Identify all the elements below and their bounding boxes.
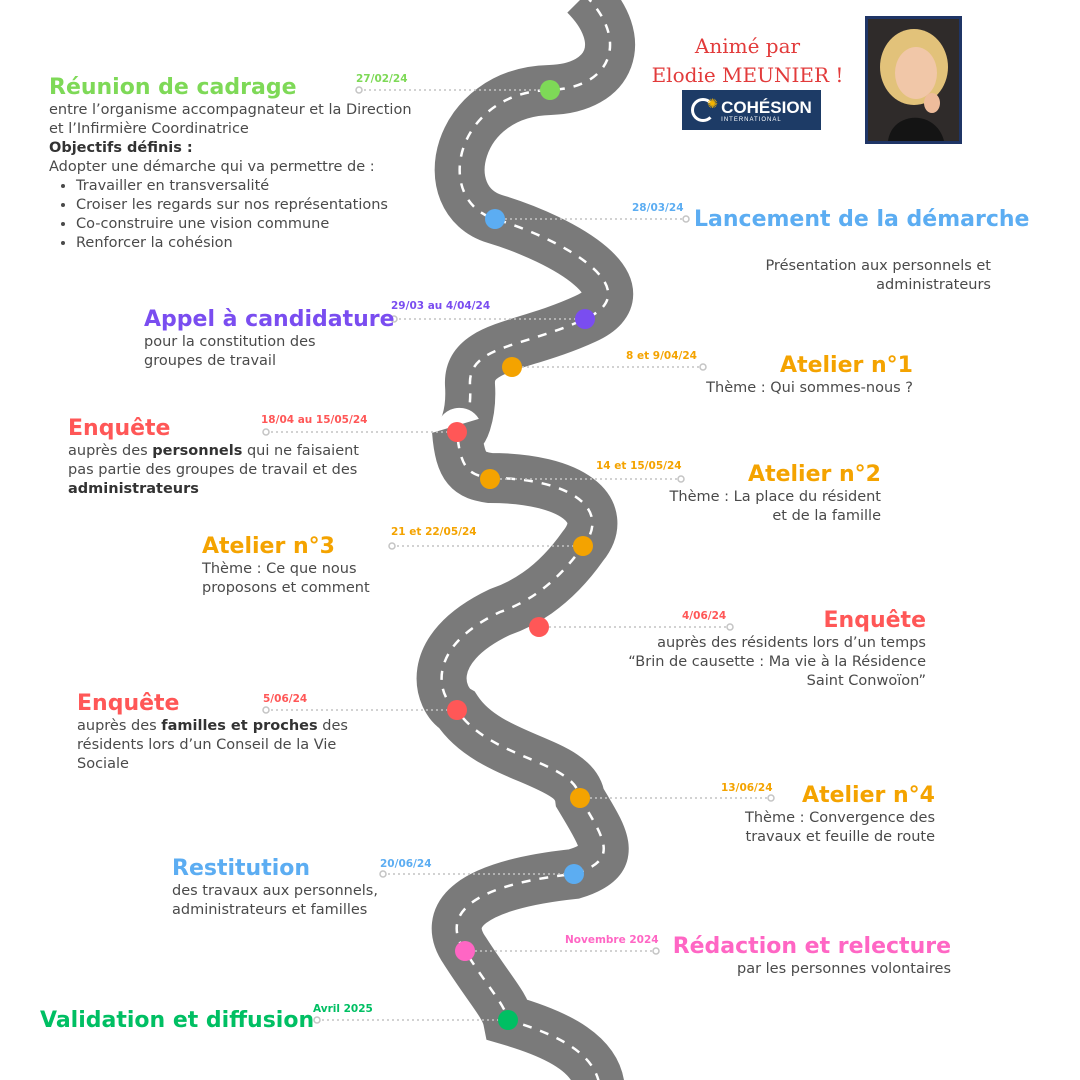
connector-end-lancement	[683, 216, 689, 222]
logo-c-mark	[691, 97, 719, 122]
date-reunion: 27/02/24	[356, 73, 408, 85]
facilitator-block	[640, 32, 855, 90]
objective-item: • Travailler en transversalité	[76, 177, 412, 196]
milestone-dot-atelier1	[502, 357, 522, 377]
event-desc-line: pour la constitution des	[144, 334, 316, 350]
date-atelier4: 13/06/24	[721, 782, 773, 794]
event-lancement	[765, 257, 991, 295]
event-desc-line: administrateurs	[68, 481, 199, 497]
event-desc-line: des travaux aux personnels,	[172, 883, 378, 899]
event-title-enquete1: Enquête	[68, 416, 171, 441]
event-desc-line: par les personnes volontaires	[736, 961, 951, 977]
event-desc-line	[68, 442, 359, 461]
event-atelier3	[202, 534, 370, 598]
event-desc-line: administrateurs et familles	[172, 902, 368, 918]
event-desc-line: pas partie des groupes de travail et des	[68, 462, 358, 478]
event-title-redaction: Rédaction et relecture	[672, 934, 951, 959]
milestone-dot-atelier3	[573, 536, 593, 556]
desc-text: auprès des	[68, 443, 153, 459]
date-validation: Avril 2025	[313, 1003, 373, 1015]
portrait-photo	[868, 19, 959, 141]
connector-end-redaction	[653, 948, 659, 954]
facilitator-photo	[865, 16, 962, 144]
event-enquete2	[628, 608, 926, 691]
objectives-label: Objectifs définis :	[49, 140, 193, 156]
event-enquete1	[68, 416, 359, 499]
objective-item: • Renforcer la cohésion	[76, 234, 412, 253]
milestone-dot-atelier2	[480, 469, 500, 489]
connector-end-validation	[314, 1017, 320, 1023]
event-desc-line: entre l’organisme accompagnateur et la Direction	[49, 102, 412, 118]
milestone-dot-redaction	[455, 941, 475, 961]
event-desc-line: Thème : Ce que nous	[202, 561, 357, 577]
milestone-dot-enquete2	[529, 617, 549, 637]
date-atelier3: 21 et 22/05/24	[391, 526, 477, 538]
milestone-dot-appel	[575, 309, 595, 329]
milestone-dot-enquete1	[447, 422, 467, 442]
event-title-validation: Validation et diffusion	[40, 1008, 315, 1033]
date-enquete3: 5/06/24	[263, 693, 308, 705]
event-desc-line: Présentation aux personnels et	[765, 258, 991, 274]
event-title-reunion: Réunion de cadrage	[49, 75, 297, 100]
facilitator-intro: Animé par	[694, 34, 801, 58]
event-desc-line: “Brin de causette : Ma vie à la Résidence	[628, 654, 926, 670]
objectives-list	[49, 177, 412, 253]
logo-name: COHÉSION	[721, 97, 812, 117]
event-atelier1	[706, 353, 913, 398]
event-title-lancement: Lancement de la démarche	[694, 207, 1030, 232]
objectives-intro: Adopter une démarche qui va permettre de :	[49, 159, 375, 175]
sun-icon: ✺	[707, 97, 719, 112]
facilitator-name: Elodie MEUNIER !	[651, 63, 844, 87]
event-desc-line: travaux et feuille de route	[745, 829, 935, 845]
desc-text: qui ne faisaient	[242, 443, 359, 459]
connector-end-atelier1	[700, 364, 706, 370]
event-title-atelier2: Atelier n°2	[748, 462, 881, 487]
event-restitution	[172, 856, 378, 920]
event-desc-line: Thème : La place du résident	[669, 489, 881, 505]
event-title-appel: Appel à candidature	[144, 307, 395, 332]
date-enquete2: 4/06/24	[682, 610, 727, 622]
date-lancement: 28/03/24	[632, 202, 684, 214]
milestone-dot-restitution	[564, 864, 584, 884]
event-desc-line: proposons et comment	[202, 580, 370, 596]
event-desc-line: résidents lors d’un Conseil de la Vie	[77, 737, 337, 753]
desc-emphasis: personnels	[152, 443, 243, 459]
date-atelier1: 8 et 9/04/24	[626, 350, 697, 362]
milestone-dot-lancement	[485, 209, 505, 229]
event-atelier2	[670, 462, 881, 526]
event-desc-line: et l’Infirmière Coordinatrice	[49, 121, 249, 137]
objective-item: • Co-construire une vision commune	[76, 215, 412, 234]
event-title-atelier4: Atelier n°4	[802, 783, 935, 808]
event-title-atelier1: Atelier n°1	[780, 353, 913, 378]
date-redaction: Novembre 2024	[565, 934, 659, 946]
event-desc-line: Thème : Qui sommes-nous ?	[706, 380, 913, 396]
milestone-dot-atelier4	[570, 788, 590, 808]
desc-emphasis: familles et proches	[161, 718, 318, 734]
event-desc-line: auprès des résidents lors d’un temps	[657, 635, 926, 651]
connector-end-atelier3	[389, 543, 395, 549]
cohesion-logo	[682, 90, 821, 130]
objective-item: • Croiser les regards sur nos représentations	[76, 196, 412, 215]
event-title-atelier3: Atelier n°3	[202, 534, 335, 559]
event-enquete3	[77, 691, 348, 774]
date-appel: 29/03 au 4/04/24	[391, 300, 491, 312]
date-restitution: 20/06/24	[380, 858, 432, 870]
milestone-dot-enquete3	[447, 700, 467, 720]
desc-text: auprès des	[77, 718, 162, 734]
connector-end-restitution	[380, 871, 386, 877]
event-title-restitution: Restitution	[172, 856, 311, 881]
date-enquete1: 18/04 au 15/05/24	[261, 414, 368, 426]
event-desc-line: Thème : Convergence des	[744, 810, 935, 826]
date-atelier2: 14 et 15/05/24	[596, 460, 682, 472]
logo-subtitle: INTERNATIONAL	[721, 116, 782, 123]
event-desc-line: groupes de travail	[144, 353, 276, 369]
event-atelier4	[745, 783, 935, 847]
event-title-enquete3: Enquête	[77, 691, 180, 716]
event-reunion	[49, 75, 412, 253]
event-desc-line	[77, 717, 348, 736]
milestone-dot-validation	[498, 1010, 518, 1030]
event-appel	[144, 307, 395, 371]
event-desc-line: et de la famille	[772, 508, 881, 524]
event-desc-line: Saint Conwoïon”	[806, 673, 926, 689]
milestone-dot-reunion	[540, 80, 560, 100]
event-redaction	[673, 934, 951, 979]
event-title-enquete2: Enquête	[823, 608, 926, 633]
event-desc-line: administrateurs	[876, 277, 991, 293]
portrait-drawing	[868, 19, 959, 141]
event-desc-line: Sociale	[77, 756, 129, 772]
desc-text: des	[317, 718, 348, 734]
